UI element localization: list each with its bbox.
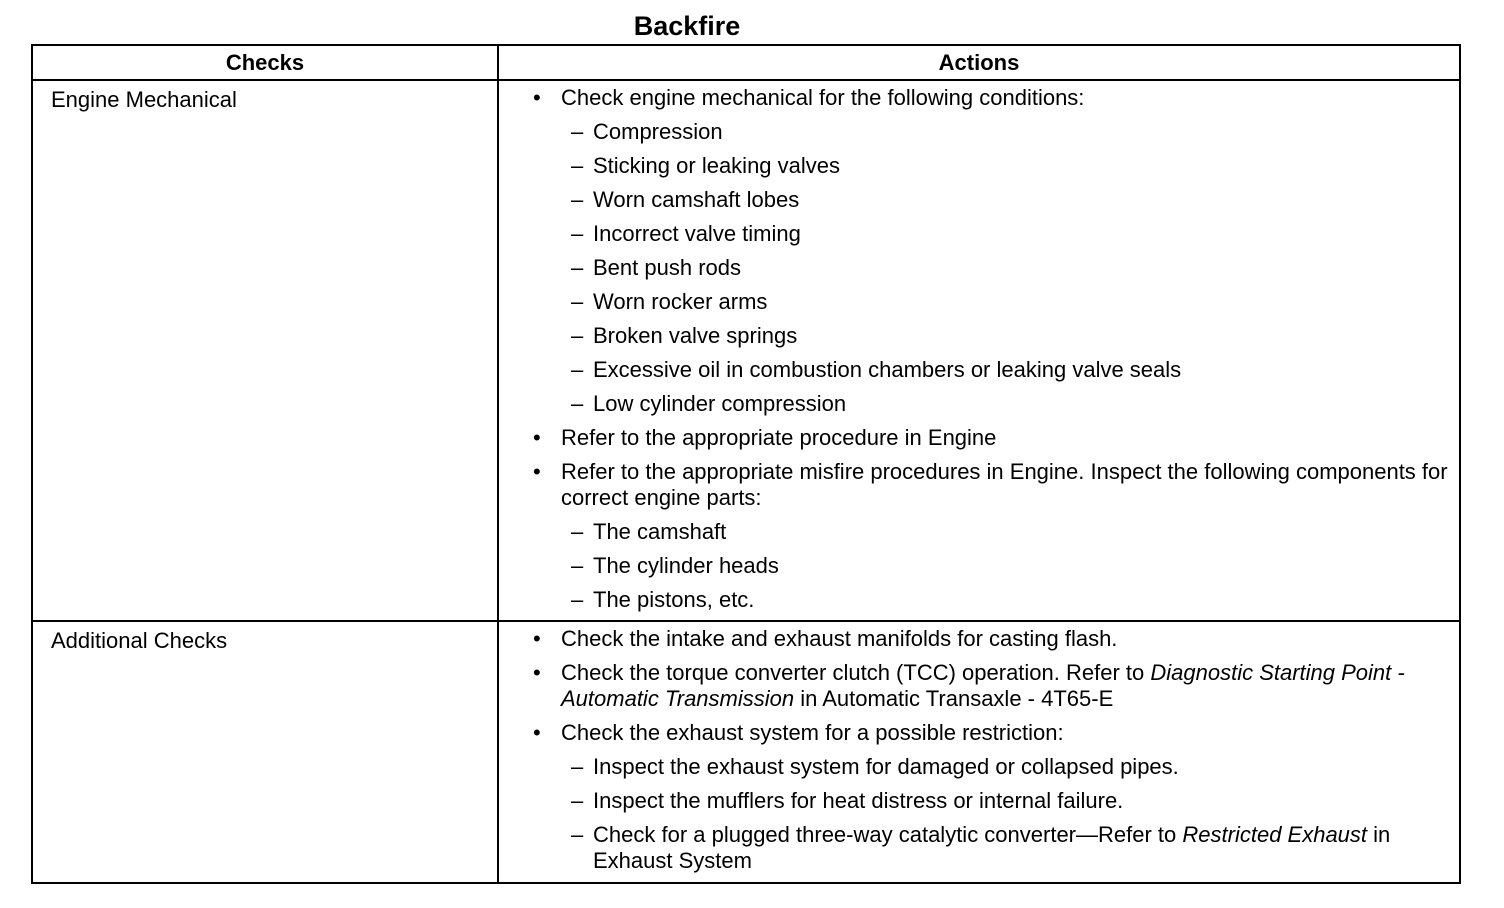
sub-item: – Incorrect valve timing — [571, 221, 1459, 247]
action-list — [499, 626, 1459, 874]
page-title: Backfire — [633, 11, 741, 41]
sub-item: – Broken valve springs — [571, 323, 1459, 349]
table-row — [32, 621, 1460, 883]
table-header-row — [32, 45, 1460, 80]
sub-item: – Sticking or leaking valves — [571, 153, 1459, 179]
sub-text-post: in Exhaust System — [593, 822, 1391, 873]
sub-text-pre: Check for a plugged three-way catalytic converter—Refer to — [593, 822, 1183, 847]
sub-item: – Compression — [571, 119, 1459, 145]
sub-item: – Low cylinder compression — [571, 391, 1459, 417]
sub-item: – The camshaft — [571, 519, 1459, 545]
reference-link-text: Diagnostic Starting Point - Automatic Transmission — [561, 660, 1405, 711]
action-text: Refer to the appropriate procedure in Engine — [561, 425, 997, 450]
table-row — [32, 80, 1460, 621]
check-cell: Additional Checks — [32, 621, 498, 883]
sub-item: – The cylinder heads — [571, 553, 1459, 579]
header-actions: Actions — [498, 45, 1460, 80]
action-list — [499, 85, 1459, 613]
action-text: Check engine mechanical for the following conditions: — [561, 85, 1085, 110]
action-item — [533, 660, 1459, 712]
sub-item: – Bent push rods — [571, 255, 1459, 281]
reference-link-text: Restricted Exhaust — [1182, 822, 1368, 847]
backfire-table — [31, 44, 1461, 884]
action-item — [533, 459, 1459, 613]
sub-item: – Worn camshaft lobes — [571, 187, 1459, 213]
action-item — [533, 626, 1459, 652]
action-text: Check the intake and exhaust manifolds for casting flash. — [561, 626, 1118, 651]
actions-cell — [498, 80, 1460, 621]
action-item — [533, 720, 1459, 874]
sub-list — [561, 519, 1459, 613]
sub-item: – Excessive oil in combustion chambers or leaking valve seals — [571, 357, 1459, 383]
action-text-post: in Automatic Transaxle - 4T65-E — [794, 686, 1114, 711]
sub-item: – Inspect the mufflers for heat distress or internal failure. — [571, 788, 1459, 814]
action-text: Check the exhaust system for a possible restriction: — [561, 720, 1064, 745]
actions-cell — [498, 621, 1460, 883]
sub-list — [561, 119, 1459, 417]
check-cell: Engine Mechanical — [32, 80, 498, 621]
sub-item: – Inspect the exhaust system for damaged or collapsed pipes. — [571, 754, 1459, 780]
sub-item: – The pistons, etc. — [571, 587, 1459, 613]
action-item — [533, 425, 1459, 451]
action-text-pre: Check the torque converter clutch (TCC) operation. Refer to — [561, 660, 1151, 685]
header-checks: Checks — [32, 45, 498, 80]
sub-item — [571, 822, 1459, 874]
action-item — [533, 85, 1459, 417]
sub-item: – Worn rocker arms — [571, 289, 1459, 315]
sub-list — [561, 754, 1459, 874]
action-text: Refer to the appropriate misfire procedures in Engine. Inspect the following components for correct engine parts: — [561, 459, 1448, 510]
